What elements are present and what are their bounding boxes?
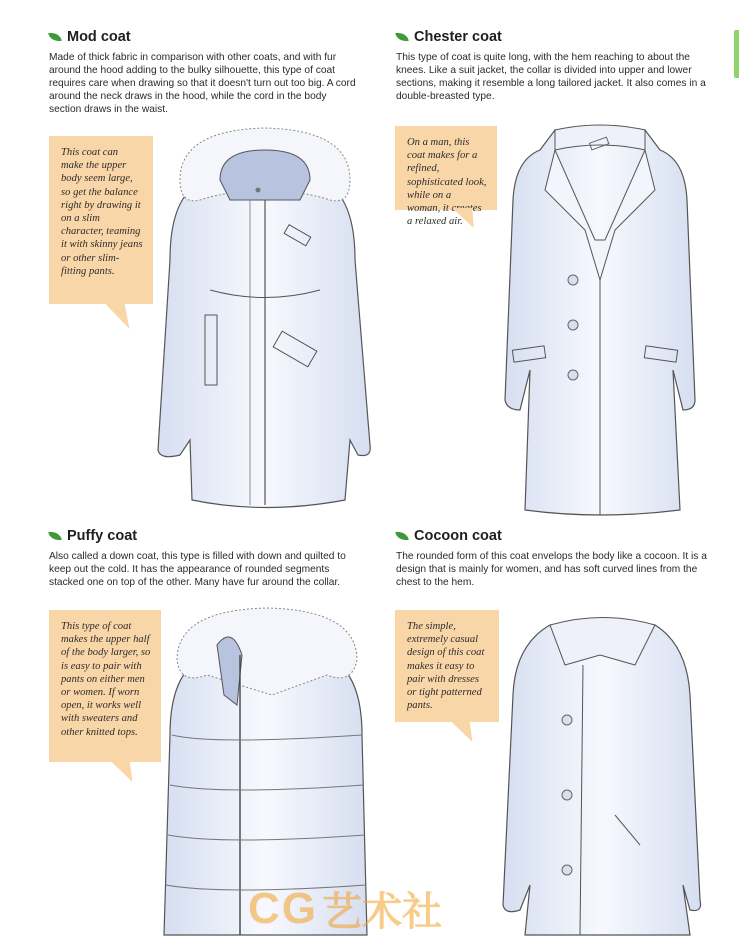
chester-coat-description: This type of coat is quite long, with the hem reaching to about the knees. Like a suit jacket, the collar is divided into upper and lower sections, making it resemble a long tailored jacket. It also comes in a double-breasted type. (396, 52, 706, 102)
chester-coat-heading (396, 29, 502, 45)
mod-coat-illustration (150, 120, 380, 520)
page-edge-tab (734, 30, 739, 78)
mod-coat-description: Made of thick fabric in comparison with other coats, and with fur around the hood adding to the bulky silhouette, this type of coat requires care when drawing so that it doesn't turn out too big. A cord around the neck draws in the hood, while the cord in the body section draws in the waist. (49, 52, 356, 115)
leaf-icon (48, 31, 62, 43)
mod-coat-title: Mod coat (67, 29, 131, 45)
watermark-cjk: 艺术社 (322, 889, 442, 935)
puffy-coat-description: Also called a down coat, this type is filled with down and quilted to keep out the cold. It has the appearance of rounded segments stacked one on top of the other. Many have fur around the collar. (49, 551, 346, 588)
mod-coat-heading (49, 29, 131, 45)
cocoon-coat-description: The rounded form of this coat envelops the body like a cocoon. It is a design that is mainly for women, and has soft curved lines from the chest to the hem. (396, 551, 707, 588)
puffy-callout-tail (110, 760, 143, 782)
cocoon-coat-illustration (495, 605, 705, 940)
watermark-logo (248, 880, 442, 937)
puffy-coat-title: Puffy coat (67, 528, 138, 544)
mod-coat-callout: This coat can make the upper body seem large, so get the balance right by drawing it on a slim character, teaming it with skinny jeans or other slim-fitting pants. (49, 136, 153, 304)
leaf-icon (48, 530, 62, 542)
cocoon-callout-tail (450, 720, 483, 742)
cocoon-coat-callout: The simple, extremely casual design of this coat makes it easy to pair with dresses or tight patterned pants. (395, 610, 499, 722)
leaf-icon (395, 31, 409, 43)
watermark-latin: CG (248, 883, 318, 933)
leaf-icon (395, 530, 409, 542)
puffy-coat-callout: This type of coat makes the upper half of the body larger, so is easy to pair with pants on either men or women. If worn open, it works well with sweaters and other knitted tops. (49, 610, 161, 762)
mod-callout-tail (104, 303, 139, 329)
chester-coat-illustration (495, 120, 705, 520)
cocoon-coat-title: Cocoon coat (414, 528, 502, 544)
puffy-coat-heading (49, 528, 137, 544)
chester-coat-callout: On a man, this coat makes for a refined, sophisticated look, while on a woman, it creates a relaxed air. (395, 126, 497, 210)
cocoon-coat-heading (396, 528, 502, 544)
chester-coat-title: Chester coat (414, 29, 502, 45)
